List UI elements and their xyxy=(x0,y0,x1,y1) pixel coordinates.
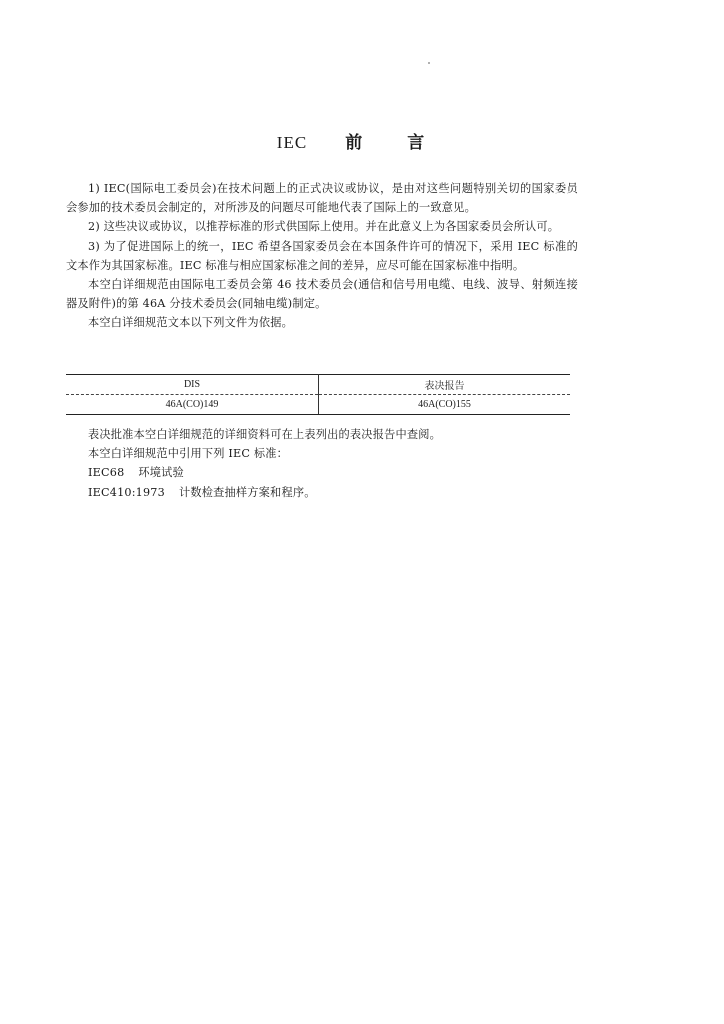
reference-item xyxy=(66,463,578,482)
table-cell-voting-report: 46A(CO)155 xyxy=(319,395,571,415)
paragraph-4: 本空白详细规范由国际电工委员会第 46 技术委员会(通信和信号用电缆、电线、波导、射频连接器及附件)的第 46A 分技术委员会(同轴电缆)制定。 xyxy=(66,278,578,311)
reference-title: 环境试验 xyxy=(138,466,184,480)
source-documents-table xyxy=(66,374,570,415)
paragraph-1: 1) IEC(国际电工委员会)在技术问题上的正式决议或协议，是由对这些问题特别关切的国家委员会参加的技术委员会制定的，对所涉及的问题尽可能地代表了国际上的一致意见。 xyxy=(66,182,578,215)
paragraph-3: 3) 为了促进国际上的统一，IEC 希望各国家委员会在本国条件许可的情况下，采用 IEC 标准的文本作为其国家标准。IEC 标准与相应国家标准之间的差异，应尽可能在国家标准中指明。 xyxy=(66,239,578,272)
paragraph-2: 2) 这些决议或协议，以推荐标准的形式供国际上使用。并在此意义上为各国家委员会所认可。 xyxy=(88,220,560,234)
approval-note: 表决批准本空白详细规范的详细资料可在上表列出的表决报告中查阅。 xyxy=(88,428,442,441)
table-header-voting-report: 表决报告 xyxy=(319,375,571,395)
page-title xyxy=(0,128,724,153)
title-word-1: 前 xyxy=(345,133,364,153)
table-row xyxy=(66,395,570,415)
references-intro: 本空白详细规范中引用下列 IEC 标准： xyxy=(88,447,289,461)
title-prefix: IEC xyxy=(276,133,308,152)
reference-item xyxy=(66,483,578,502)
table-cell-dis: 46A(CO)149 xyxy=(66,395,319,415)
foreword-paragraphs xyxy=(66,179,578,333)
table-header-dis: DIS xyxy=(66,375,319,395)
reference-code: IEC410:1973 xyxy=(88,485,165,499)
reference-title: 计数检查抽样方案和程序。 xyxy=(178,485,316,499)
table-header-row xyxy=(66,375,570,395)
reference-code: IEC68 xyxy=(88,466,125,480)
title-word-2: 言 xyxy=(407,133,426,153)
paragraph-5: 本空白详细规范文本以下列文件为依据。 xyxy=(88,316,293,330)
scan-speck xyxy=(428,62,430,64)
after-table-text xyxy=(66,425,578,502)
